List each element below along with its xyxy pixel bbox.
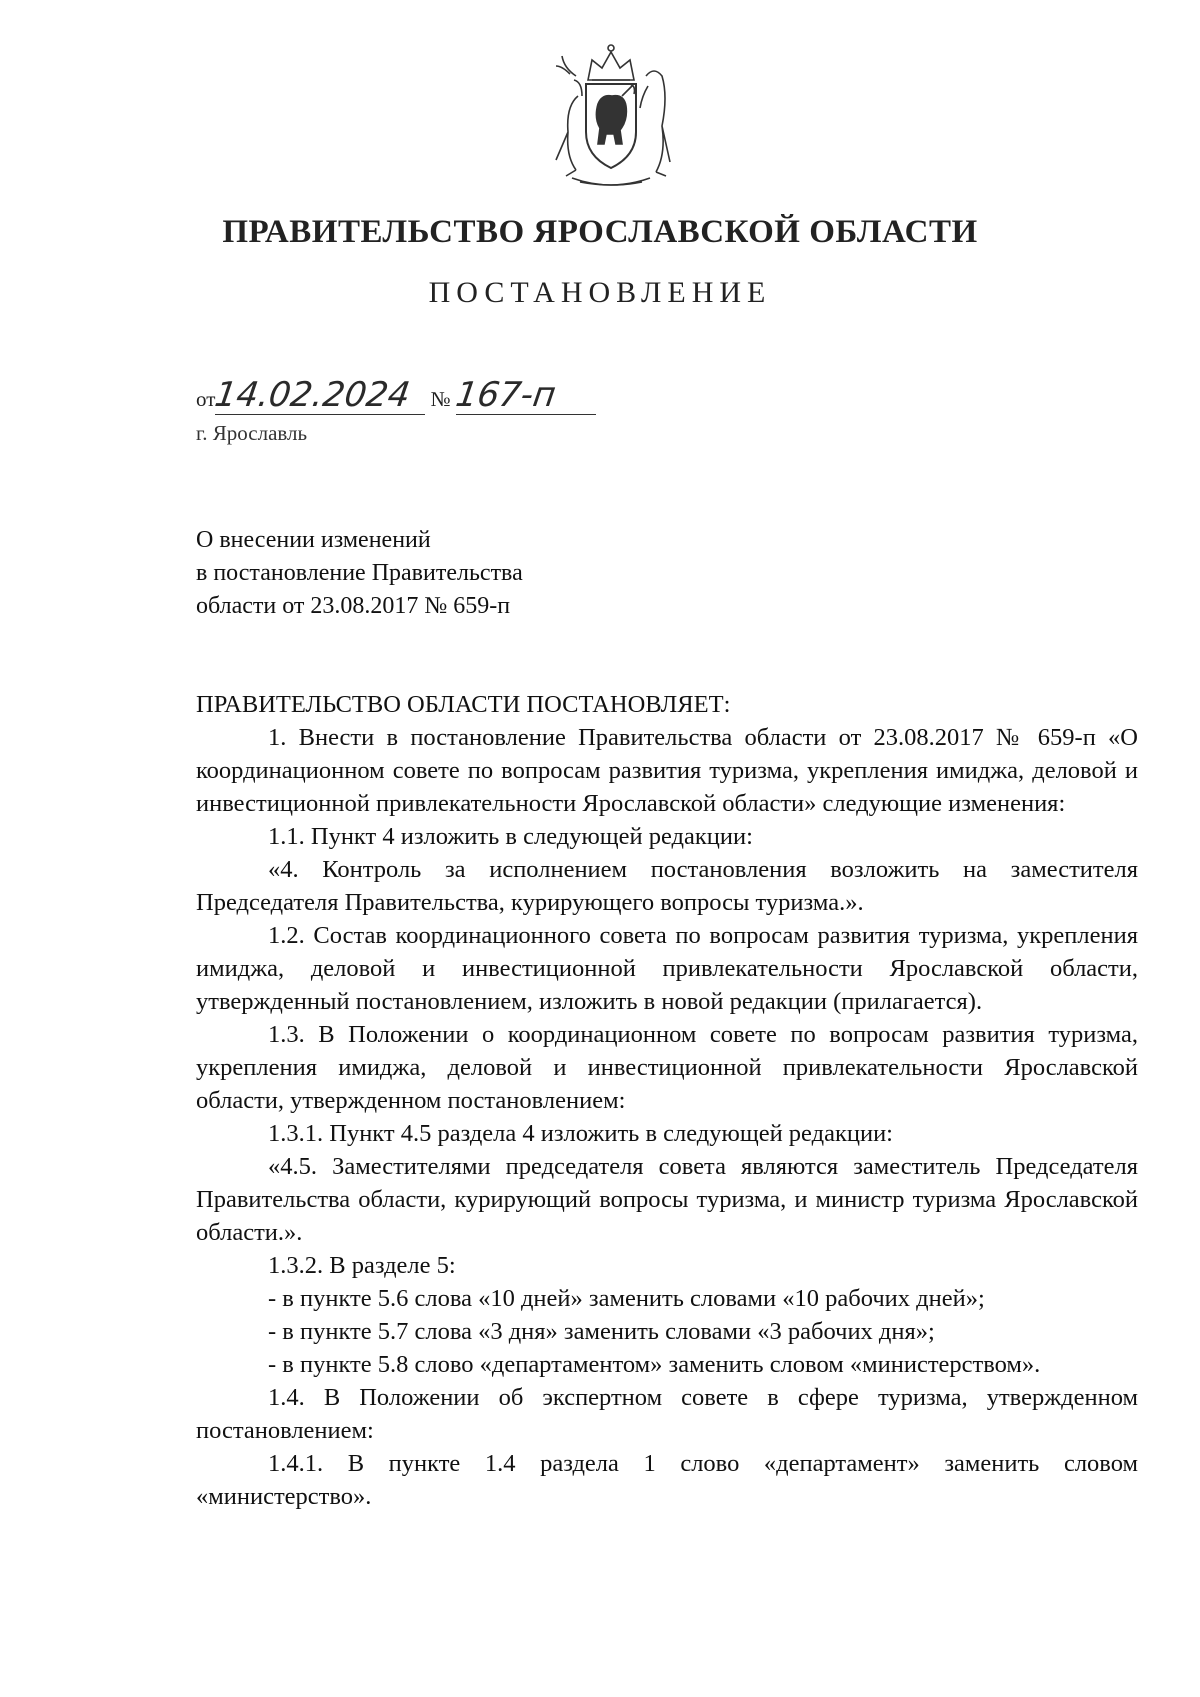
paragraph-1-4: 1.4. В Положении об экспертном совете в сфере туризма, утвержденном постановлением: <box>196 1384 1138 1444</box>
organization-title: ПРАВИТЕЛЬСТВО ЯРОСЛАВСКОЙ ОБЛАСТИ <box>222 214 978 250</box>
list-item: - в пункте 5.8 слово «департаментом» заменить словом «министерством». <box>268 1351 1041 1378</box>
date-field <box>212 375 425 415</box>
list-item: - в пункте 5.7 слова «3 дня» заменить словами «3 рабочих дня»; <box>268 1318 935 1345</box>
paragraph-1-3: 1.3. В Положении о координационном совете по вопросам развития туризма, укрепления имиджа, деловой и инвестиционной привлекательности Ярославской области, утвержденном постановлением: <box>196 1021 1138 1114</box>
document-subject <box>196 524 523 623</box>
paragraph-1-1: 1.1. Пункт 4 изложить в следующей редакции: <box>268 823 753 850</box>
city-label: г. Ярославль <box>196 421 308 445</box>
decree-heading: ПРАВИТЕЛЬСТВО ОБЛАСТИ ПОСТАНОВЛЯЕТ: <box>196 691 731 718</box>
paragraph-1-3-1-text: «4.5. Заместителями председателя совета являются заместитель Председателя Правительства области, курирующий вопросы туризма, и министр туризма Ярославской области.». <box>196 1153 1138 1246</box>
handwritten-number: 167-п <box>453 375 559 415</box>
paragraph-1-2: 1.2. Состав координационного совета по вопросам развития туризма, укрепления имиджа, деловой и инвестиционной привлекательности Ярославской области, утвержденный постановлением, изложить в новой редакции (прилагается). <box>196 922 1138 1015</box>
list-item: - в пункте 5.6 слова «10 дней» заменить словами «10 рабочих дней»; <box>268 1285 985 1312</box>
date-number-line <box>196 375 596 415</box>
number-field <box>453 375 596 415</box>
paragraph-1-1-text: «4. Контроль за исполнением постановления возложить на заместителя Председателя Правительства, курирующего вопросы туризма.». <box>196 856 1138 916</box>
date-label: от <box>196 387 216 411</box>
number-label: № <box>430 387 451 411</box>
subject-line: О внесении изменений <box>196 527 431 553</box>
coat-of-arms-emblem <box>536 36 686 190</box>
subject-line: в постановление Правительства <box>196 560 523 586</box>
document-body <box>196 688 1138 1513</box>
paragraph-1-3-2: 1.3.2. В разделе 5: <box>268 1252 456 1279</box>
paragraph-1-3-1: 1.3.1. Пункт 4.5 раздела 4 изложить в следующей редакции: <box>268 1120 893 1147</box>
paragraph-1: 1. Внести в постановление Правительства области от 23.08.2017 № 659-п «О координационном совете по вопросам развития туризма, укрепления имиджа, деловой и инвестиционной привлекательности Ярославской области» следующие изменения: <box>196 724 1138 817</box>
subject-line: области от 23.08.2017 № 659-п <box>196 593 511 619</box>
paragraph-1-4-1: 1.4.1. В пункте 1.4 раздела 1 слово «департамент» заменить словом «министерство». <box>196 1450 1138 1510</box>
handwritten-date: 14.02.2024 <box>212 375 413 415</box>
document-type-title: ПОСТАНОВЛЕНИЕ <box>428 276 772 309</box>
